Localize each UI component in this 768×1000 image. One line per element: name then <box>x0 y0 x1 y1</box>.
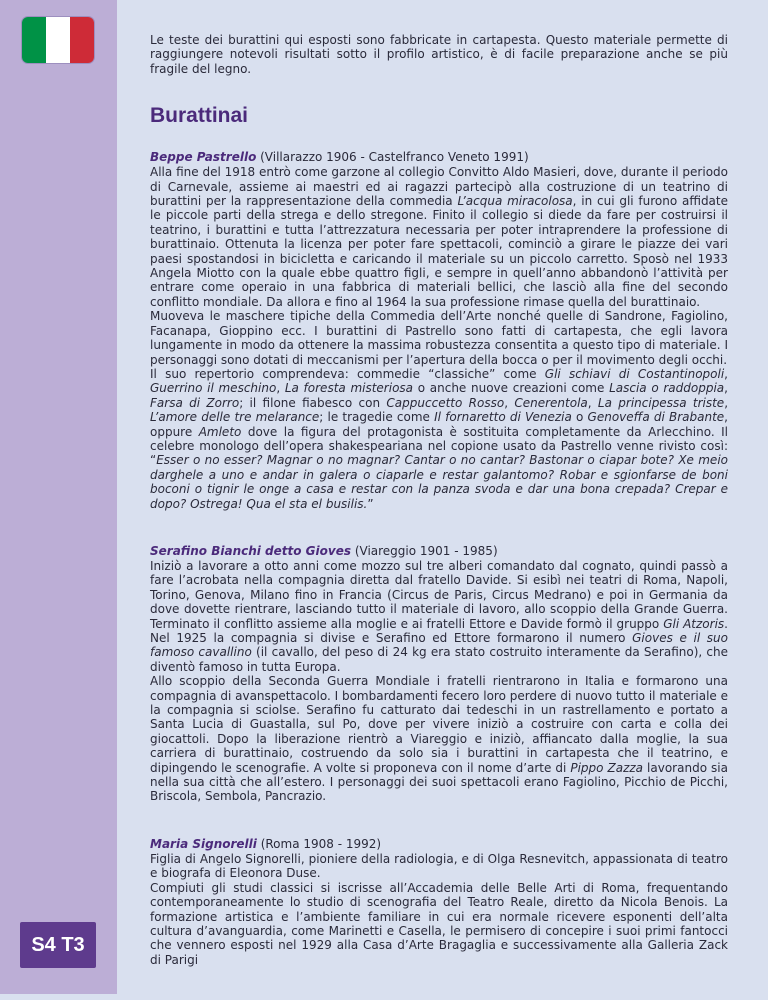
italic-title: L’acqua miracolosa <box>457 194 573 209</box>
person-section <box>150 150 728 511</box>
flag-stripe-white <box>46 17 70 63</box>
person-name: Serafino Bianchi detto Gioves <box>150 543 351 558</box>
text-run: Figlia di Angelo Signorelli, pioniere della radiologia, e di Olga Resnevitch, appassionata di teatro e biografa di Eleonora Duse. <box>150 851 728 881</box>
text-run: , oppure <box>150 410 728 439</box>
person-heading <box>150 544 728 559</box>
text-run: ; le tragedie come <box>319 410 435 425</box>
main-content <box>150 33 728 1000</box>
text-run: Alla fine del 1918 entrò come garzone al collegio Convitto Aldo Masieri, dove, durante il periodo di Carnevale, assieme ai maestri ed ai ragazzi partecipò alla costruzione di un teatrino di burattini per la rappresentazione della commedia <box>150 165 728 209</box>
italic-title: Gli Atzoris <box>663 616 725 631</box>
person-dates: (Viareggio 1901 - 1985) <box>351 543 498 558</box>
text-run: , <box>724 366 728 381</box>
flag-stripe-red <box>70 17 94 63</box>
person-dates: (Villarazzo 1906 - Castelfranco Veneto 1991) <box>256 150 529 165</box>
person-heading <box>150 837 728 852</box>
bio-paragraph <box>150 881 728 967</box>
bio-paragraph <box>150 165 728 309</box>
bio-paragraph <box>150 559 728 674</box>
intro-paragraph: Le teste dei burattini qui esposti sono fabbricate in cartapesta. Questo materiale permette di raggiungere notevoli risultati sotto il profilo artistico, è di facile preparazione anche se più fragile del legno. <box>150 33 728 76</box>
text-run: o <box>571 410 588 425</box>
bio-paragraph <box>150 852 728 881</box>
text-run: lavorando sia nella sua città che all’estero. I personaggi dei suoi spettacoli erano Fagiolino, Picchio de Picchi, Briscola, Sembola, Pancrazio. <box>150 760 728 804</box>
bio-paragraph <box>150 309 728 367</box>
text-run: Muoveva le maschere tipiche della Commedia dell’Arte nonché quelle di Sandrone, Fagiolino, Facanapa, Gioppino ecc. I burattini di Pastrello sono fatti di cartapesta, che egli lavora lungamente in modo da ottenere la massima robustezza consentita a questo tipo di materiale. I personaggi sono dotati di meccanismi per l’apertura della bocca o per il movimento degli occhi. <box>150 309 728 367</box>
text-run: , <box>724 381 728 396</box>
italic-title: Il fornaretto di Venezia <box>434 410 572 425</box>
text-run: . Nel 1925 la compagnia si divise e Serafino ed Ettore formarono il numero <box>150 616 728 645</box>
italic-title: L’amore delle tre melarance <box>150 410 320 425</box>
person-section <box>150 837 728 967</box>
italic-title: Esser o no esser? Magnar o no magnar? Cantar o no cantar? Bastonar o ciapar bote? Xe meio darghele a uno e andar in galera o ciaparle e restar galantomo? Robar e sgionfarse de boni boconi o tignir le onge a casa e restar con la panza svoda e dar una bona crepada? Crepar e dopo? Ostrega! Qua el sta el busilis. <box>150 453 728 511</box>
flag-stripe-green <box>22 17 46 63</box>
text-run: , <box>724 395 729 410</box>
bio-paragraph <box>150 367 728 511</box>
italic-title: Cappuccetto Rosso <box>386 395 505 410</box>
italic-title: Farsa di Zorro <box>150 395 240 410</box>
italic-title: Amleto <box>198 424 242 439</box>
italic-title: La foresta misteriosa <box>284 381 414 396</box>
italic-title: Guerrino il meschino <box>150 381 277 396</box>
text-run: , <box>504 395 515 410</box>
bio-paragraph <box>150 674 728 804</box>
italic-title: La principessa triste <box>597 395 725 410</box>
italian-flag-icon <box>22 17 94 63</box>
italic-title: Pippo Zazza <box>570 760 644 775</box>
person-bio <box>150 165 728 511</box>
person-name: Maria Signorelli <box>150 836 257 851</box>
text-run: , <box>276 381 285 396</box>
person-section <box>150 544 728 804</box>
sidebar <box>0 0 117 994</box>
text-run: , <box>587 395 598 410</box>
room-badge: S4 T3 <box>20 922 96 968</box>
person-dates: (Roma 1908 - 1992) <box>256 836 382 851</box>
text-run: Il suo repertorio comprendeva: commedie “classiche” come <box>150 366 545 381</box>
person-bio <box>150 559 728 804</box>
text-run: , in cui gli furono affidate le piccole parti della strega e dello stregone. Finito il collegio si diede da fare per costruirsi il teatrino, i burattini e tutta l’attrezzatura necessaria per poter intraprendere la professione di burattinaio. Ottenuta la licenza per poter fare spettacoli, cominciò a girare le piazze dei vari paesi spostandosi in bicicletta e caricando il materiale su un piccolo carretto. Sposò nel 1933 Angela Miotto con la quale ebbe quattro figli, e sempre in quell’anno abbandonò l’attività per entrare come operaio in una fabbrica di materiali bellici, che lasciò alla fine del secondo conflitto mondiale. Da allora e fino al 1964 la sua professione rimase quella del burattinaio. <box>150 194 729 309</box>
person-name: Beppe Pastrello <box>150 150 257 165</box>
text-run: ” <box>367 496 374 511</box>
text-run: Compiuti gli studi classici si iscrisse all’Accademia delle Belle Arti di Roma, frequentando contemporaneamente lo studio di scenografia del Teatro Reale, diretto da Nicola Benois. La formazione artistica e l’ambiente familiare in cui era normale ricevere esponenti dell’alta cultura d’avanguardia, come Marinetti e Casella, le permisero di concepire i suoi primi fantocci che vennero esposti nel 1929 alla Casa d’Arte Bragaglia e successivamente alla Galleria Zack di Parigi <box>150 880 728 967</box>
person-heading <box>150 150 728 165</box>
italic-title: Cenerentola <box>514 395 588 410</box>
text-run: Allo scoppio della Seconda Guerra Mondiale i fratelli rientrarono in Italia e formarono una compagnia di avanspettacolo. I bombardamenti fecero loro perdere di nuovo tutto il materiale e la compagnia si sciolse. Serafino fu catturato dai tedeschi in un rastrellamento e portato a Santa Lucia di Guastalla, sul Po, dove per vivere iniziò a costruire con carta e colla dei giocattoli. Dopo la liberazione rientrò a Viareggio e iniziò, affiancato dalla moglie, la sua carriera di burattinaio, costruendo da solo sia i burattini in cartapesta che il teatrino, e dipingendo le scenografie. A volte si proponeva con il nome d’arte di <box>150 674 728 775</box>
text-run: (il cavallo, del peso di 24 kg era stato costruito interamente da Serafino), che diventò famoso in tutta Europa. <box>150 645 729 674</box>
text-run: o anche nuove creazioni come <box>413 381 610 396</box>
section-title: Burattinai <box>150 104 249 128</box>
italic-title: Gli schiavi di Costantinopoli <box>544 366 725 381</box>
italic-title: Lascia o raddoppia <box>609 381 725 396</box>
text-run: Iniziò a lavorare a otto anni come mozzo sul tre alberi comandato dal cognato, quindi passò a fare l’acrobata nella compagnia diretta dal fratello Davide. Si esibì nei teatri di Roma, Napoli, Torino, Genova, Milano fino in Francia (Circus de Paris, Circus Medrano) e poi in Germania da dove dovette rientrare, lasciando tutto il materiale di lavoro, allo scoppio della Grande Guerra. Terminato il conflitto assieme alla moglie e ai fratelli Ettore e Davide formò il gruppo <box>150 558 728 631</box>
italic-title: Gioves e il suo famoso cavallino <box>150 631 728 660</box>
italic-title: Genoveffa di Brabante <box>587 410 725 425</box>
people-list <box>150 150 728 967</box>
text-run: dove la figura del protagonista è sostituita completamente da Arlecchino. Il celebre monologo dell’opera shakespeariana nel copione usato da Pastrello venne rivisto così: “ <box>150 424 728 468</box>
text-run: ; il filone fiabesco con <box>239 395 387 410</box>
person-bio <box>150 852 728 967</box>
